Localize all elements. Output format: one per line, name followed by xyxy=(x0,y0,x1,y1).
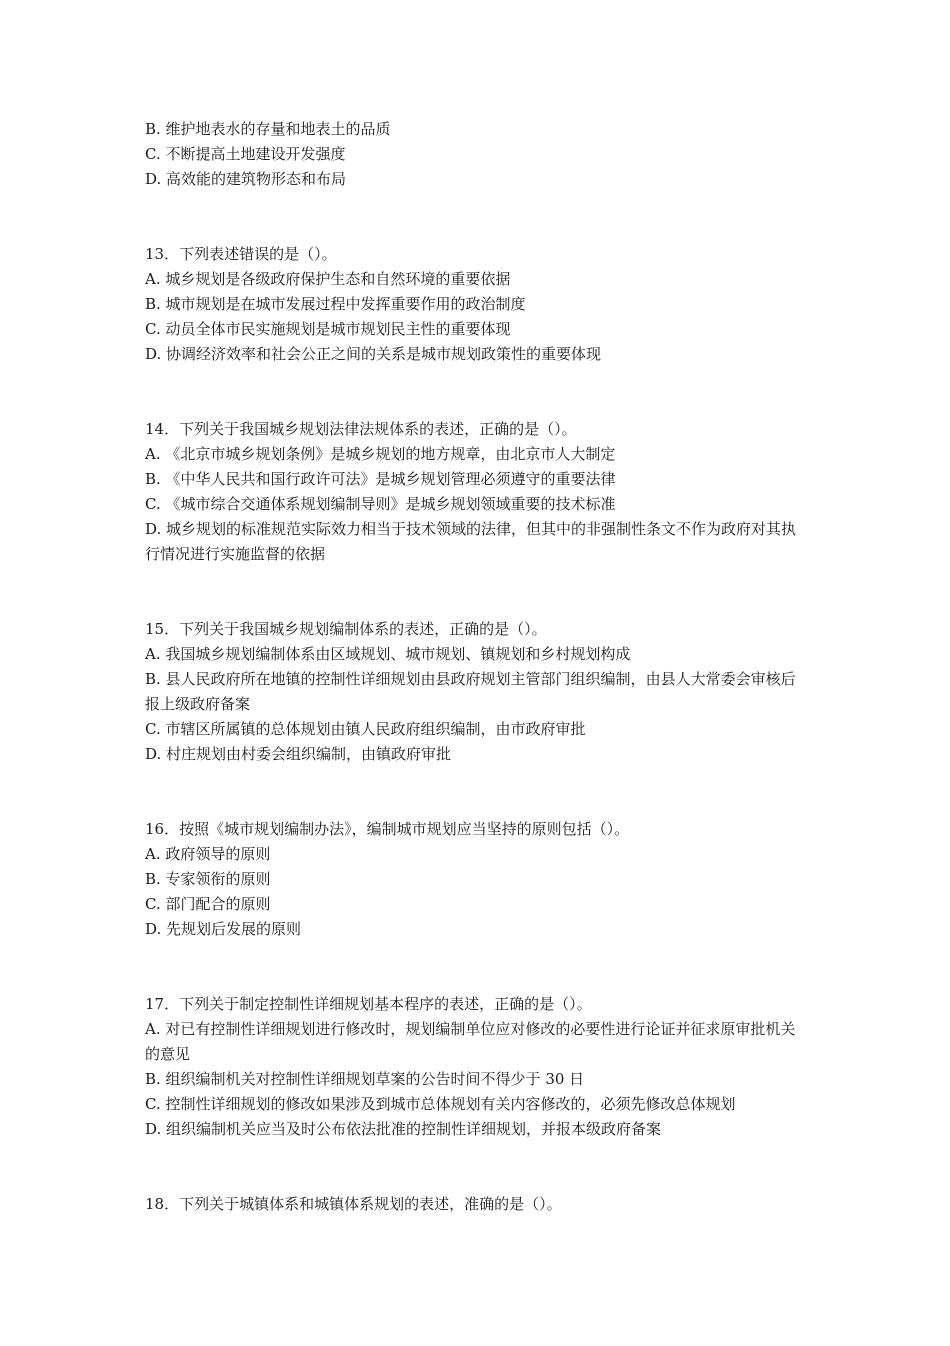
question-18 xyxy=(145,1192,810,1217)
question-16 xyxy=(145,817,810,942)
question-17 xyxy=(145,992,810,1142)
question-15 xyxy=(145,617,810,767)
option-c: C. 《城市综合交通体系规划编制导则》是城乡规划领域重要的技术标准 xyxy=(145,495,616,513)
document-page xyxy=(145,117,810,1217)
option-d: D. 村庄规划由村委会组织编制，由镇政府审批 xyxy=(145,745,452,763)
question-14 xyxy=(145,417,810,567)
option-d: D. 城乡规划的标准规范实际效力相当于技术领域的法律，但其中的非强制性条文不作为政府对其执行情况进行实施监督的依据 xyxy=(145,520,797,563)
option-b: B. 维护地表水的存量和地表土的品质 xyxy=(145,120,391,138)
question-stem: 16．按照《城市规划编制办法》，编制城市规划应当坚持的原则包括（）。 xyxy=(145,820,630,838)
question-stem: 13．下列表述错误的是（）。 xyxy=(145,245,337,263)
option-a: A. 政府领导的原则 xyxy=(145,845,271,863)
option-c: C. 动员全体市民实施规划是城市规划民主性的重要体现 xyxy=(145,320,511,338)
option-b: B. 组织编制机关对控制性详细规划草案的公告时间不得少于 30 日 xyxy=(145,1070,585,1088)
option-a: A. 对已有控制性详细规划进行修改时，规划编制单位应对修改的必要性进行论证并征求原审批机关的意见 xyxy=(145,1020,796,1063)
option-b: B. 专家领衔的原则 xyxy=(145,870,271,888)
option-d: D. 组织编制机关应当及时公布依法批准的控制性详细规划，并报本级政府备案 xyxy=(145,1120,662,1138)
option-b: B. 《中华人民共和国行政许可法》是城乡规划管理必须遵守的重要法律 xyxy=(145,470,616,488)
option-c: C. 部门配合的原则 xyxy=(145,895,271,913)
option-d: D. 先规划后发展的原则 xyxy=(145,920,302,938)
question-stem: 15．下列关于我国城乡规划编制体系的表述，正确的是（）。 xyxy=(145,620,547,638)
question-stem: 17．下列关于制定控制性详细规划基本程序的表述，正确的是（）。 xyxy=(145,995,592,1013)
option-a: A. 《北京市城乡规划条例》是城乡规划的地方规章，由北京市人大制定 xyxy=(145,445,616,463)
option-c: C. 控制性详细规划的修改如果涉及到城市总体规划有关内容修改的，必须先修改总体规划 xyxy=(145,1095,736,1113)
option-c: C. 市辖区所属镇的总体规划由镇人民政府组织编制，由市政府审批 xyxy=(145,720,586,738)
option-d: D. 高效能的建筑物形态和布局 xyxy=(145,170,347,188)
question-13 xyxy=(145,242,810,367)
question-stem: 14．下列关于我国城乡规划法律法规体系的表述，正确的是（）。 xyxy=(145,420,577,438)
option-b: B. 城市规划是在城市发展过程中发挥重要作用的政治制度 xyxy=(145,295,526,313)
option-a: A. 城乡规划是各级政府保护生态和自然环境的重要依据 xyxy=(145,270,511,288)
option-a: A. 我国城乡规划编制体系由区域规划、城市规划、镇规划和乡村规划构成 xyxy=(145,645,631,663)
option-d: D. 协调经济效率和社会公正之间的关系是城市规划政策性的重要体现 xyxy=(145,345,602,363)
option-b: B. 县人民政府所在地镇的控制性详细规划由县政府规划主管部门组织编制，由县人大常委会审核后报上级政府备案 xyxy=(145,670,796,713)
question-stem: 18．下列关于城镇体系和城镇体系规划的表述，准确的是（）。 xyxy=(145,1195,562,1213)
option-c: C. 不断提高土地建设开发强度 xyxy=(145,145,346,163)
previous-question-options xyxy=(145,117,810,192)
